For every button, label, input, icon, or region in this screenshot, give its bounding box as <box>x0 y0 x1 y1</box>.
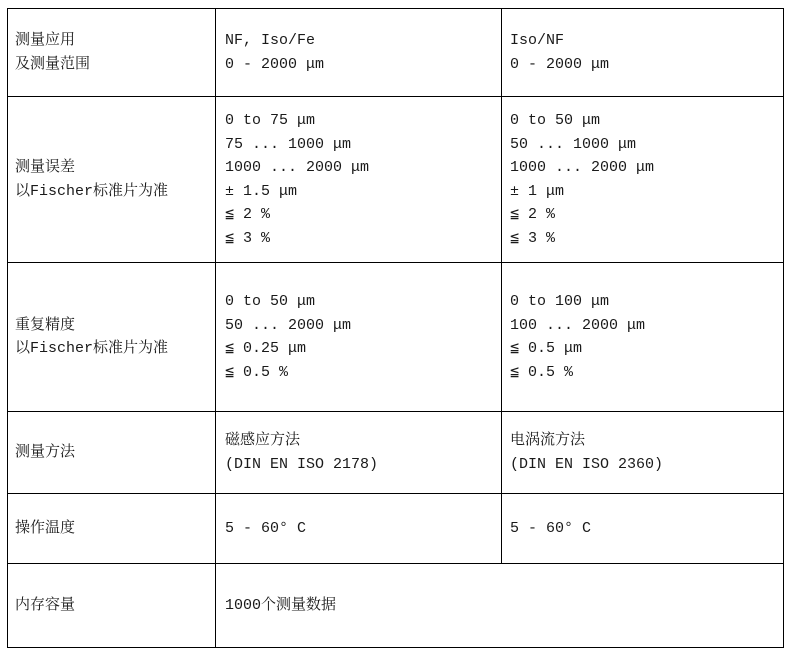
value-line: ≦ 3 % <box>225 229 271 247</box>
value-line: Iso/NF <box>510 32 565 49</box>
value-line: 1000个测量数据 <box>225 596 337 614</box>
row-label-cell <box>8 97 216 263</box>
value-line: ≦ 3 % <box>510 229 556 247</box>
value-line: 0 to 100 μm <box>510 293 610 310</box>
value-line: 电涡流方法 <box>510 432 586 449</box>
row-label-cell <box>8 494 216 564</box>
row-label-line: 重复精度 <box>15 316 76 334</box>
table-row-operating-temperature <box>8 494 784 564</box>
value-line: NF, Iso/Fe <box>225 32 316 49</box>
nf-iso-fe-cell <box>216 263 502 412</box>
value-line: 5 - 60° C <box>225 519 307 537</box>
row-label-line: 测量方法 <box>15 443 76 461</box>
spec-table <box>7 8 784 648</box>
iso-nf-cell <box>502 263 784 412</box>
value-line: 75 ... 1000 μm <box>225 135 352 153</box>
value-line: 0 - 2000 μm <box>225 55 325 73</box>
iso-nf-cell <box>502 494 784 564</box>
value-line: 50 ... 1000 μm <box>510 135 637 153</box>
table-row-measurement-error <box>8 97 784 263</box>
table-row-measurement-method <box>8 412 784 494</box>
row-label-line: 及测量范围 <box>15 55 91 73</box>
value-line: 100 ... 2000 μm <box>510 316 646 334</box>
row-label-line: 以Fischer标准片为准 <box>15 182 169 200</box>
value-line: (DIN EN ISO 2178) <box>225 455 379 473</box>
value-line: 1000 ... 2000 μm <box>510 159 655 176</box>
value-line: ≦ 0.5 % <box>225 363 289 381</box>
value-line: 50 ... 2000 μm <box>225 316 352 334</box>
nf-iso-fe-cell <box>216 412 502 494</box>
row-label-line: 内存容量 <box>15 596 76 614</box>
iso-nf-cell <box>502 412 784 494</box>
value-line: 0 to 75 μm <box>225 112 316 129</box>
value-line: 0 - 2000 μm <box>510 55 610 73</box>
iso-nf-cell <box>502 9 784 97</box>
value-line: (DIN EN ISO 2360) <box>510 455 664 473</box>
value-line: 5 - 60° C <box>510 519 592 537</box>
iso-nf-cell <box>502 97 784 263</box>
value-line: 磁感应方法 <box>225 432 301 449</box>
value-line: ≦ 2 % <box>225 206 271 223</box>
row-label-line: 测量应用 <box>15 32 76 49</box>
nf-iso-fe-cell <box>216 97 502 263</box>
value-line: ≦ 0.5 μm <box>510 340 583 357</box>
row-label-cell <box>8 263 216 412</box>
value-line: 0 to 50 μm <box>225 293 316 310</box>
value-line: 1000 ... 2000 μm <box>225 159 370 176</box>
table-row-memory-capacity <box>8 564 784 648</box>
merged-value-cell <box>216 564 784 648</box>
row-label-cell <box>8 564 216 648</box>
nf-iso-fe-cell <box>216 494 502 564</box>
row-label-line: 以Fischer标准片为准 <box>15 340 169 357</box>
value-line: ≦ 0.5 % <box>510 363 574 381</box>
row-label-cell <box>8 412 216 494</box>
value-line: ± 1 μm <box>510 182 565 200</box>
value-line: ≦ 0.25 μm <box>225 340 307 357</box>
value-line: ± 1.5 μm <box>225 182 298 200</box>
table-row-measurement-application <box>8 9 784 97</box>
row-label-cell <box>8 9 216 97</box>
row-label-line: 操作温度 <box>15 519 76 537</box>
nf-iso-fe-cell <box>216 9 502 97</box>
value-line: ≦ 2 % <box>510 206 556 223</box>
table-row-repeatability <box>8 263 784 412</box>
row-label-line: 测量误差 <box>15 159 76 176</box>
value-line: 0 to 50 μm <box>510 112 601 129</box>
